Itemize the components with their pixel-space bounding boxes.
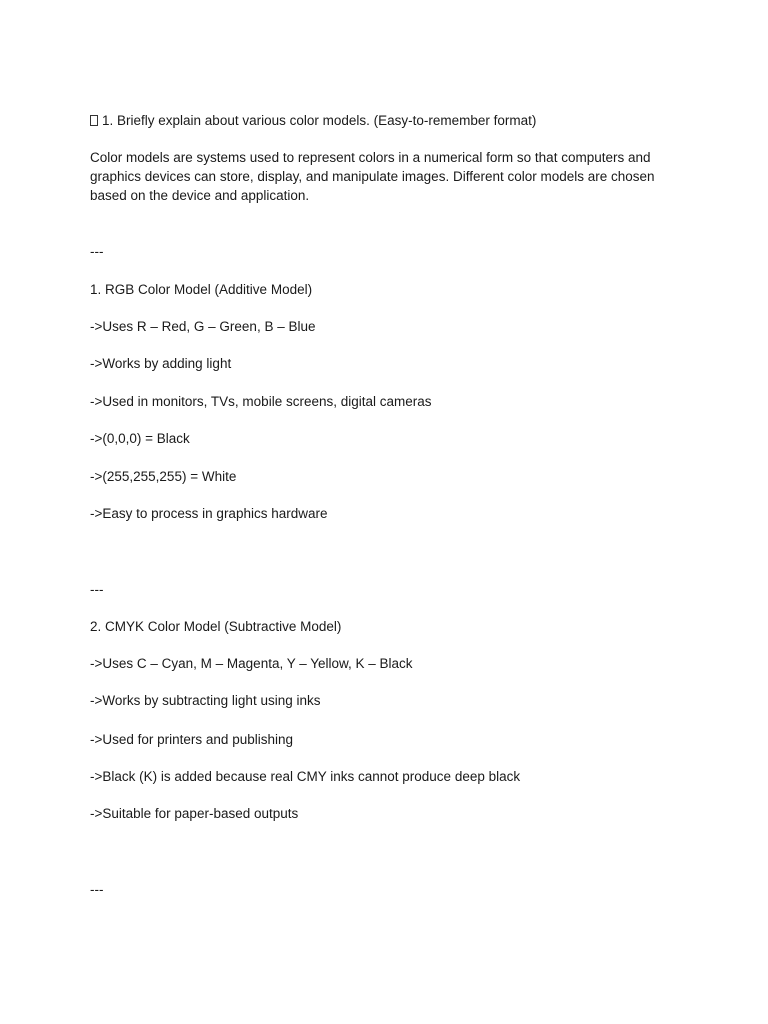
separator-2: --- [90,582,104,597]
rgb-point-2: ->Works by adding light [90,356,232,371]
rgb-point-1: ->Uses R – Red, G – Green, B – Blue [90,319,316,334]
section-title-rgb: 1. RGB Color Model (Additive Model) [90,282,313,297]
rgb-point-6: ->Easy to process in graphics hardware [90,506,328,521]
section-title-cmyk: 2. CMYK Color Model (Subtractive Model) [90,619,342,634]
question-heading-text: 1. Briefly explain about various color models. (Easy-to-remember format) [102,113,537,128]
separator-1: --- [90,244,104,259]
cmyk-point-1: ->Uses C – Cyan, M – Magenta, Y – Yellow, K – Black [90,656,413,671]
cmyk-point-4: ->Black (K) is added because real CMY inks cannot produce deep black [90,769,521,784]
question-heading [90,111,680,130]
cmyk-point-2: ->Works by subtracting light using inks [90,693,321,708]
intro-paragraph: Color models are systems used to represent colors in a numerical form so that computers and graphics devices can store, display, and manipulate images. Different color models are chosen based on the device and application. [90,150,655,203]
missing-glyph-icon [90,115,98,126]
cmyk-point-5: ->Suitable for paper-based outputs [90,806,299,821]
rgb-point-4: ->(0,0,0) = Black [90,431,190,446]
cmyk-point-3: ->Used for printers and publishing [90,732,293,747]
rgb-point-5: ->(255,255,255) = White [90,469,237,484]
rgb-point-3: ->Used in monitors, TVs, mobile screens, digital cameras [90,394,432,409]
separator-3: --- [90,882,104,897]
